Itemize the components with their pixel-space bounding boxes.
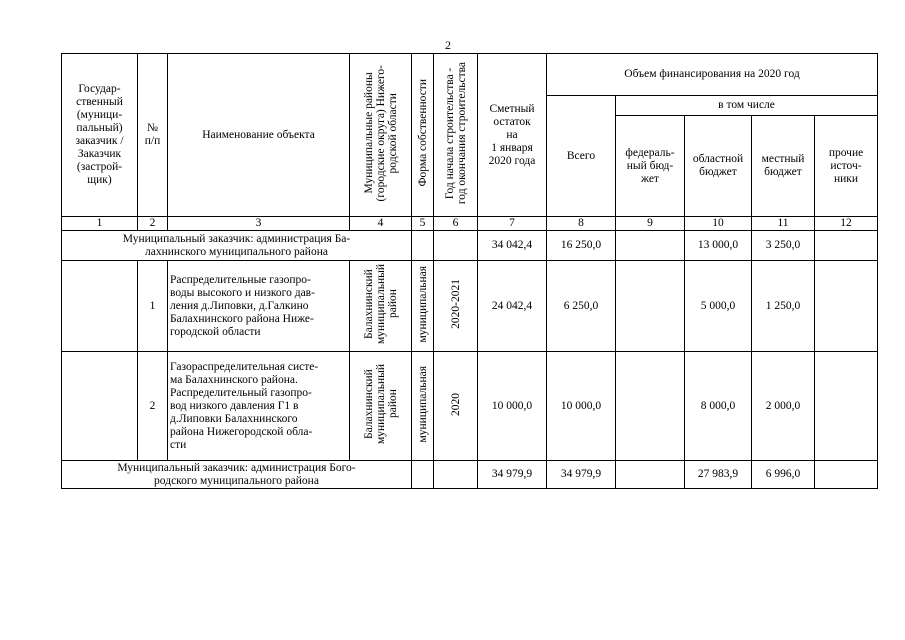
group-estimate: 34 979,9 <box>478 461 547 489</box>
group-cell-empty <box>412 231 434 261</box>
group-federal <box>616 461 685 489</box>
group-other <box>815 231 878 261</box>
header-districts: Муниципальные районы (городские округа) Нижего- родской области <box>350 54 412 217</box>
column-number: 10 <box>685 217 752 231</box>
row-regional: 5 000,0 <box>685 261 752 352</box>
header-financing: Объем финансирования на 2020 год <box>547 54 878 96</box>
financing-table <box>61 53 878 489</box>
header-federal: федераль- ный бюд- жет <box>616 116 685 217</box>
group-cell-empty <box>412 461 434 489</box>
row-no: 2 <box>138 352 168 461</box>
row-no: 1 <box>138 261 168 352</box>
column-number: 7 <box>478 217 547 231</box>
row-other <box>815 352 878 461</box>
row-local: 1 250,0 <box>752 261 815 352</box>
header-years: Год начала строительства - год окончания строительства <box>434 54 478 217</box>
row-federal <box>616 352 685 461</box>
row-years: 2020-2021 <box>434 261 478 352</box>
header-including: в том числе <box>616 96 878 116</box>
column-number: 4 <box>350 217 412 231</box>
table-row <box>62 352 878 461</box>
group-other <box>815 461 878 489</box>
column-number: 8 <box>547 217 616 231</box>
column-number: 6 <box>434 217 478 231</box>
row-estimate: 10 000,0 <box>478 352 547 461</box>
group-row <box>62 231 878 261</box>
row-customer <box>62 261 138 352</box>
group-total: 34 979,9 <box>547 461 616 489</box>
header-regional: областной бюджет <box>685 116 752 217</box>
column-number: 2 <box>138 217 168 231</box>
header-local: местный бюджет <box>752 116 815 217</box>
column-number: 9 <box>616 217 685 231</box>
column-number-row <box>62 217 878 231</box>
header-customer: Государ- ственный (муници- пальный) заказчик / Заказчик (застрой- щик) <box>62 54 138 217</box>
group-local: 3 250,0 <box>752 231 815 261</box>
column-number: 3 <box>168 217 350 231</box>
group-total: 16 250,0 <box>547 231 616 261</box>
group-title: Муниципальный заказчик: администрация Ба- лахнинского муниципального района <box>62 231 412 261</box>
row-ownership: муниципальная <box>412 261 434 352</box>
row-object-name: Газораспределительная систе- ма Балахнинского района. Распределительный газопро- вод низкого давления Г1 в д.Липовки Балахнинского района Нижегородской обла- сти <box>168 352 350 461</box>
header-estimated-balance: Сметный остаток на 1 января 2020 года <box>478 54 547 217</box>
table-row <box>62 261 878 352</box>
group-title: Муниципальный заказчик: администрация Бого- родского муниципального района <box>62 461 412 489</box>
row-total: 10 000,0 <box>547 352 616 461</box>
row-regional: 8 000,0 <box>685 352 752 461</box>
group-estimate: 34 042,4 <box>478 231 547 261</box>
row-district: Балахнинский муниципальный район <box>350 352 412 461</box>
row-customer <box>62 352 138 461</box>
header-total: Всего <box>547 96 616 217</box>
column-number: 11 <box>752 217 815 231</box>
header-ownership: Форма собственности <box>412 54 434 217</box>
row-other <box>815 261 878 352</box>
row-local: 2 000,0 <box>752 352 815 461</box>
group-regional: 27 983,9 <box>685 461 752 489</box>
page-number: 2 <box>445 38 451 52</box>
group-cell-empty <box>434 231 478 261</box>
header-other: прочие источ- ники <box>815 116 878 217</box>
row-object-name: Распределительные газопро- воды высокого и низкого дав- ления д.Липовки, д.Галкино Балахнинского района Ниже- городской области <box>168 261 350 352</box>
row-district: Балахнинский муниципальный район <box>350 261 412 352</box>
column-number: 1 <box>62 217 138 231</box>
row-estimate: 24 042,4 <box>478 261 547 352</box>
header-object-name: Наименование объекта <box>168 54 350 217</box>
row-federal <box>616 261 685 352</box>
column-number: 12 <box>815 217 878 231</box>
group-federal <box>616 231 685 261</box>
group-regional: 13 000,0 <box>685 231 752 261</box>
group-row <box>62 461 878 489</box>
group-local: 6 996,0 <box>752 461 815 489</box>
group-cell-empty <box>434 461 478 489</box>
row-ownership: муниципальная <box>412 352 434 461</box>
row-total: 6 250,0 <box>547 261 616 352</box>
header-no: № п/п <box>138 54 168 217</box>
row-years: 2020 <box>434 352 478 461</box>
column-number: 5 <box>412 217 434 231</box>
